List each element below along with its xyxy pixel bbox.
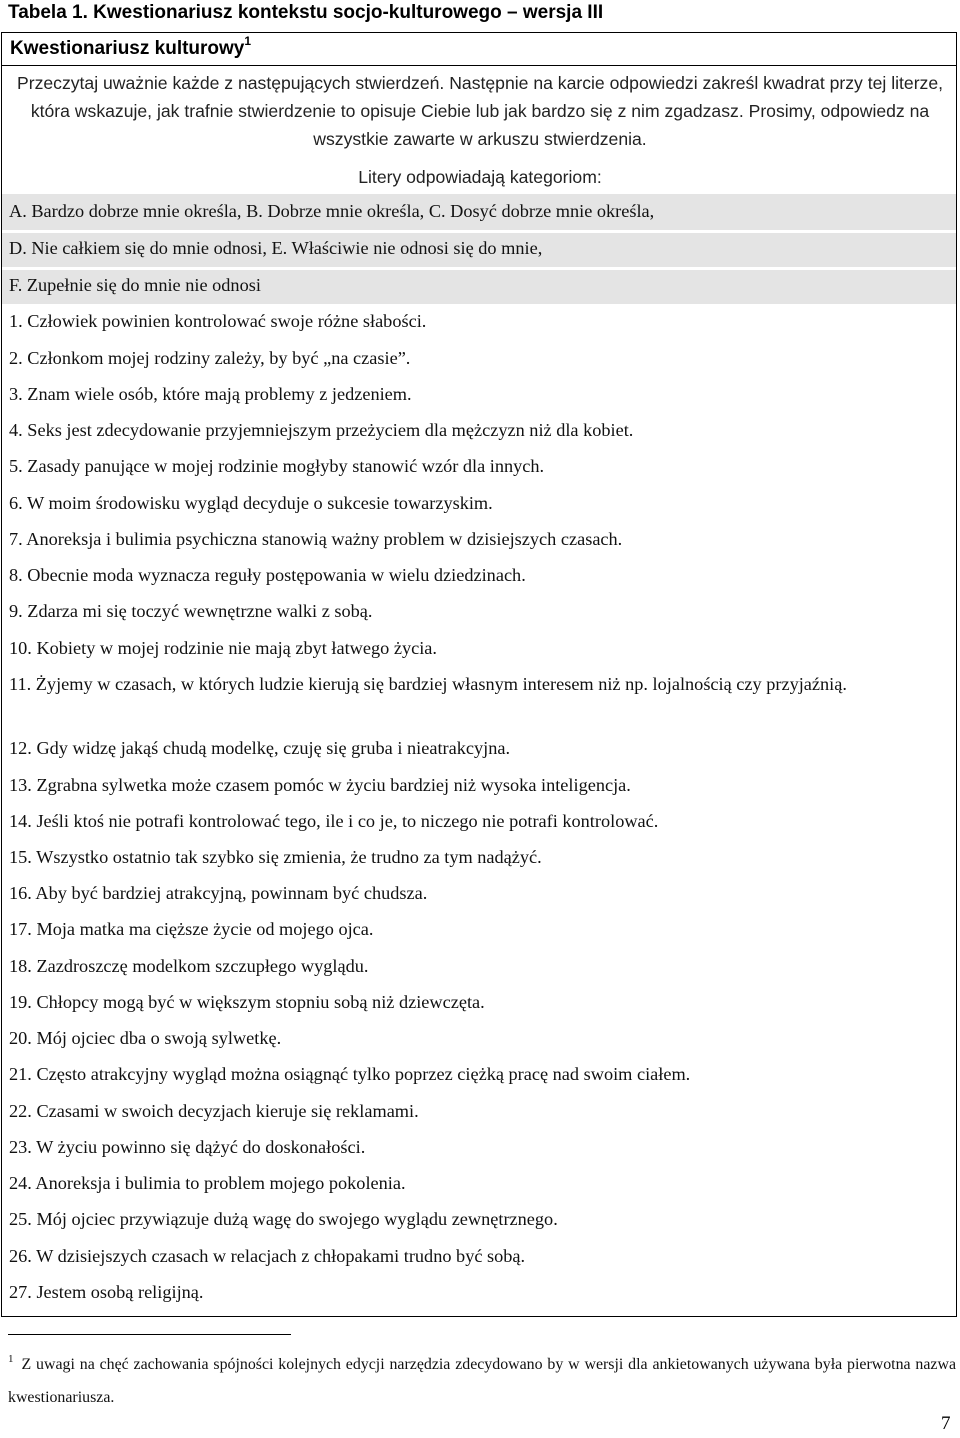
statement-text: Anoreksja i bulimia to problem mojego pokolenia. bbox=[35, 1173, 406, 1193]
statement-text: Zazdroszczę modelkom szczupłego wyglądu. bbox=[36, 956, 369, 976]
statement-number: 21. bbox=[9, 1064, 32, 1084]
statement-text: Znam wiele osób, które mają problemy z jedzeniem. bbox=[27, 384, 412, 404]
statement-item bbox=[9, 734, 957, 762]
categories-heading: Litery odpowiadają kategoriom: bbox=[358, 167, 602, 187]
statement-number: 12. bbox=[9, 738, 32, 758]
statement-number: 9. bbox=[9, 601, 23, 621]
statement-number: 10. bbox=[9, 638, 32, 658]
statement-item bbox=[9, 1133, 957, 1161]
statement-number: 14. bbox=[9, 811, 32, 831]
statement-item bbox=[9, 489, 957, 517]
statement-text: W życiu powinno się dążyć do doskonałości. bbox=[36, 1137, 366, 1157]
statement-text: W moim środowisku wygląd decyduje o sukcesie towarzyskim. bbox=[26, 493, 493, 513]
statement-text: Aby być bardziej atrakcyjną, powinnam być chudsza. bbox=[35, 883, 428, 903]
statement-number: 7. bbox=[9, 529, 23, 549]
statement-number: 15. bbox=[9, 847, 32, 867]
statement-item bbox=[9, 915, 957, 943]
statement-number: 2. bbox=[9, 348, 23, 368]
statement-text: Zdarza mi się toczyć wewnętrzne walki z sobą. bbox=[27, 601, 373, 621]
categories-band bbox=[2, 194, 956, 304]
statement-item bbox=[9, 1024, 957, 1052]
statement-text: Czasami w swoich decyzjach kieruje się reklamami. bbox=[36, 1101, 419, 1121]
statement-text: Człowiek powinien kontrolować swoje różne słabości. bbox=[27, 311, 427, 331]
statement-item bbox=[9, 344, 957, 372]
statement-number: 20. bbox=[9, 1028, 32, 1048]
statement-text: Zasady panujące w mojej rodzinie mogłyby stanowić wzór dla innych. bbox=[27, 456, 545, 476]
statement-number: 22. bbox=[9, 1101, 32, 1121]
statement-text: W dzisiejszych czasach w relacjach z chłopakami trudno być sobą. bbox=[36, 1246, 526, 1266]
category-line: D. Nie całkiem się do mnie odnosi, E. Właściwie nie odnosi się do mnie, bbox=[9, 238, 543, 258]
statement-number: 17. bbox=[9, 919, 32, 939]
statement-item bbox=[9, 670, 957, 698]
questionnaire-title-text: Kwestionariusz kulturowy bbox=[10, 38, 245, 59]
statement-text: Żyjemy w czasach, w których ludzie kierują się bardziej własnym interesem niż np. lojalnością czy przyjaźnią. bbox=[35, 674, 847, 694]
questionnaire-title bbox=[2, 33, 956, 66]
category-line: A. Bardzo dobrze mnie określa, B. Dobrze mnie określa, C. Dosyć dobrze mnie określa, bbox=[9, 201, 655, 221]
page-number: 7 bbox=[941, 1413, 951, 1434]
statement-text: Obecnie moda wyznacza reguły postępowania w wielu dziedzinach. bbox=[27, 565, 526, 585]
statement-item bbox=[9, 879, 957, 907]
instructions bbox=[2, 69, 958, 153]
statement-item bbox=[9, 561, 957, 589]
statement-item bbox=[9, 416, 957, 444]
statement-number: 8. bbox=[9, 565, 23, 585]
statement-text: Zgrabna sylwetka może czasem pomóc w życiu bardziej niż wysoka inteligencja. bbox=[36, 775, 631, 795]
statement-number: 11. bbox=[9, 674, 32, 694]
statement-number: 18. bbox=[9, 956, 32, 976]
statement-text: Chłopcy mogą być w większym stopniu sobą niż dziewczęta. bbox=[36, 992, 485, 1012]
footnote-text: Z uwagi na chęć zachowania spójności kolejnych edycji narzędzia zdecydowano by w wersji dla ankietowanych używana była pierwotna nazwa kwestionariusza. bbox=[8, 1356, 956, 1406]
statement-item bbox=[9, 525, 957, 553]
statement-number: 1. bbox=[9, 311, 23, 331]
statement-text: Anoreksja i bulimia psychiczna stanowią ważny problem w dzisiejszych czasach. bbox=[26, 529, 623, 549]
statement-text: Mój ojciec przywiązuje dużą wagę do swojego wyglądu zewnętrznego. bbox=[36, 1209, 558, 1229]
statement-item bbox=[9, 988, 957, 1016]
statement-item bbox=[9, 807, 957, 835]
category-line: F. Zupełnie się do mnie nie odnosi bbox=[9, 275, 261, 295]
statement-number: 19. bbox=[9, 992, 32, 1012]
statement-text: Często atrakcyjny wygląd można osiągnąć tylko poprzez ciężką pracę nad swoim ciałem. bbox=[36, 1064, 691, 1084]
statement-item bbox=[9, 1205, 957, 1233]
statement-item bbox=[9, 307, 957, 335]
statement-text: Moja matka ma cięższe życie od mojego ojca. bbox=[36, 919, 374, 939]
table-caption: Tabela 1. Kwestionariusz kontekstu socjo-kulturowego – wersja III bbox=[8, 2, 604, 23]
statement-number: 25. bbox=[9, 1209, 32, 1229]
statement-text: Mój ojciec dba o swoją sylwetkę. bbox=[36, 1028, 282, 1048]
statement-number: 5. bbox=[9, 456, 23, 476]
statement-number: 23. bbox=[9, 1137, 32, 1157]
statement-number: 13. bbox=[9, 775, 32, 795]
statement-item bbox=[9, 1060, 957, 1088]
statement-text: Seks jest zdecydowanie przyjemniejszym przeżyciem dla mężczyzn niż dla kobiet. bbox=[27, 420, 634, 440]
instructions-text: Przeczytaj uważnie każde z następujących stwierdzeń. Następnie na karcie odpowiedzi zakreśl kwadrat przy tej literze, która wskazuje, jak trafnie stwierdzenie to opisuje Ciebie lub jak bardzo się z nim zgadzasz. Prosimy, odpowiedz na wszystkie zawarte w arkuszu stwierdzenia. bbox=[16, 73, 944, 149]
statement-item bbox=[9, 952, 957, 980]
statement-text: Jestem osobą religijną. bbox=[36, 1282, 204, 1302]
statement-number: 16. bbox=[9, 883, 32, 903]
statement-item bbox=[9, 1097, 957, 1125]
footnote-separator bbox=[8, 1334, 291, 1335]
statement-number: 3. bbox=[9, 384, 23, 404]
footnote-reference: 1 bbox=[244, 34, 252, 48]
statement-item bbox=[9, 771, 957, 799]
statement-item bbox=[9, 634, 957, 662]
statement-text: Kobiety w mojej rodzinie nie mają zbyt łatwego życia. bbox=[36, 638, 437, 658]
statement-item bbox=[9, 452, 957, 480]
statement-number: 24. bbox=[9, 1173, 32, 1193]
statement-item bbox=[9, 597, 957, 625]
statement-item bbox=[9, 1242, 957, 1270]
statement-item bbox=[9, 843, 957, 871]
questionnaire-box bbox=[1, 32, 957, 1317]
statement-text: Gdy widzę jakąś chudą modelkę, czuję się gruba i nieatrakcyjna. bbox=[36, 738, 511, 758]
statement-number: 27. bbox=[9, 1282, 32, 1302]
statement-text: Jeśli ktoś nie potrafi kontrolować tego, ile i co je, to niczego nie potrafi kontrolować. bbox=[36, 811, 659, 831]
statement-item bbox=[9, 1169, 957, 1197]
footnote-mark: 1 bbox=[8, 1353, 14, 1365]
statement-item bbox=[9, 1278, 957, 1306]
statement-number: 26. bbox=[9, 1246, 32, 1266]
statement-number: 4. bbox=[9, 420, 23, 440]
statement-text: Członkom mojej rodziny zależy, by być „na czasie”. bbox=[27, 348, 411, 368]
statement-text: Wszystko ostatnio tak szybko się zmienia, że trudno za tym nadążyć. bbox=[36, 847, 542, 867]
footnote bbox=[8, 1348, 956, 1414]
statement-item bbox=[9, 380, 957, 408]
statement-number: 6. bbox=[9, 493, 23, 513]
